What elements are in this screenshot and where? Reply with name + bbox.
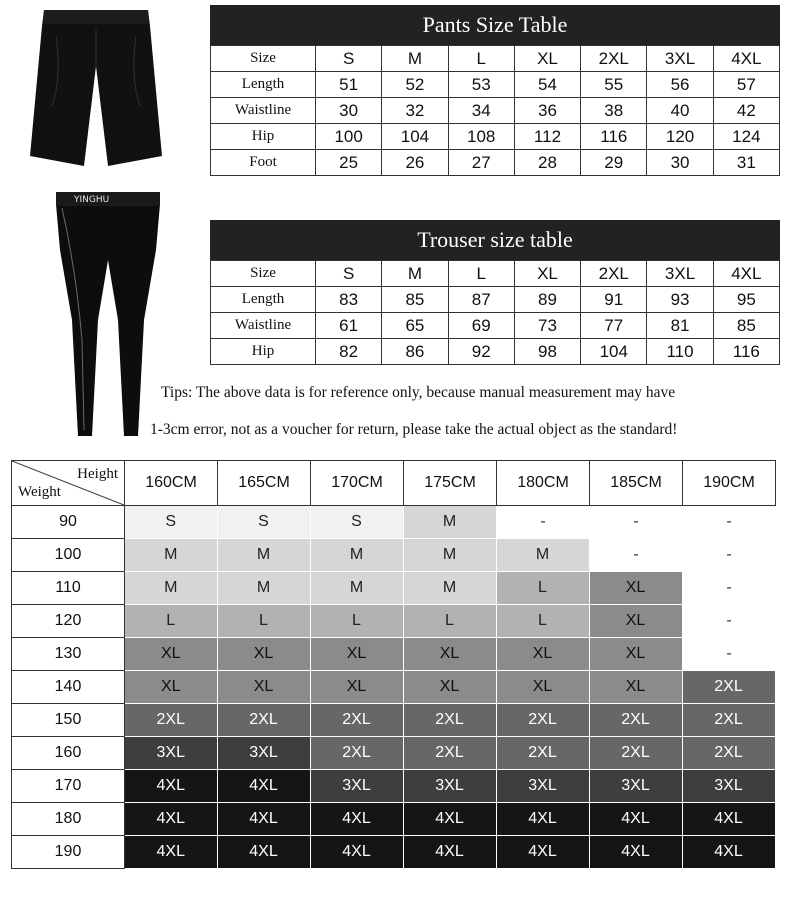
size-value: - [497,506,590,539]
size-cell [311,704,404,737]
size-value: 2XL [404,704,497,737]
size-value: M [404,506,497,539]
weight-row [12,803,776,836]
size-value: 4XL [683,836,776,869]
tips-line-1: Tips: The above data is for reference only, because manual measurement may have [161,384,676,401]
size-cell [311,506,404,539]
trouser-row-label: Hip [211,339,316,365]
size-value: 3XL [683,770,776,803]
size-cell [311,638,404,671]
weight-row [12,605,776,638]
size-value: 4XL [125,770,218,803]
size-value: XL [125,638,218,671]
size-cell [497,506,590,539]
size-value: M [404,539,497,572]
size-cell [125,704,218,737]
pants-cell: 42 [713,98,779,124]
weight-label: Weight [18,484,61,500]
size-cell [404,803,497,836]
size-cell [683,638,776,671]
size-cell [218,836,311,869]
shorts-image [26,6,166,174]
weight-row [12,671,776,704]
size-value: 3XL [218,737,311,770]
size-cell [125,737,218,770]
trouser-cell: 82 [316,339,382,365]
size-cell [590,671,683,704]
pants-cell: 31 [713,150,779,176]
pants-row [211,98,780,124]
size-cell [404,572,497,605]
height-column-header: 190CM [683,461,776,506]
size-value: 4XL [311,836,404,869]
size-value: XL [497,671,590,704]
size-value: 4XL [683,803,776,836]
pants-cell: 104 [382,124,448,150]
size-value: M [404,572,497,605]
size-value: 4XL [125,803,218,836]
trouser-size-table [210,220,780,365]
weight-row-label: 90 [12,506,125,539]
weight-row [12,572,776,605]
size-cell [683,572,776,605]
size-cell [125,572,218,605]
trouser-row [211,339,780,365]
size-value: 4XL [404,836,497,869]
pants-size-table [210,5,780,176]
size-cell [311,572,404,605]
height-column-header: 170CM [311,461,404,506]
trouser-cell: 2XL [581,261,647,287]
trouser-cell: 116 [713,339,779,365]
size-value: XL [218,638,311,671]
trouser-cell: 81 [647,313,713,339]
size-cell [683,803,776,836]
pants-cell: 57 [713,72,779,98]
pants-cell: L [448,46,514,72]
size-value: 2XL [311,737,404,770]
size-value: L [218,605,311,638]
weight-row [12,506,776,539]
size-value: 4XL [497,803,590,836]
size-cell [311,770,404,803]
size-cell [125,836,218,869]
weight-row-label: 100 [12,539,125,572]
size-cell [683,737,776,770]
trouser-cell: 95 [713,287,779,313]
size-value: 4XL [218,803,311,836]
size-cell [590,506,683,539]
grid-corner [12,461,125,506]
trouser-cell: 92 [448,339,514,365]
weight-row [12,737,776,770]
size-value: XL [404,638,497,671]
size-cell [590,605,683,638]
size-cell [125,803,218,836]
size-cell [125,506,218,539]
pants-cell: 27 [448,150,514,176]
size-cell [590,638,683,671]
pants-cell: 54 [514,72,580,98]
size-value: 4XL [125,836,218,869]
size-cell [683,671,776,704]
size-cell [590,572,683,605]
size-value: M [125,539,218,572]
size-value: 3XL [311,770,404,803]
size-cell [311,671,404,704]
size-value: 2XL [218,704,311,737]
size-value: XL [218,671,311,704]
size-value: 3XL [590,770,683,803]
pants-cell: 30 [647,150,713,176]
weight-row-label: 150 [12,704,125,737]
size-value: - [683,539,776,572]
pants-cell: 29 [581,150,647,176]
size-value: S [218,506,311,539]
pants-cell: 52 [382,72,448,98]
size-value: 4XL [311,803,404,836]
size-cell [125,539,218,572]
pants-cell: 55 [581,72,647,98]
trouser-row [211,287,780,313]
size-value: 4XL [218,836,311,869]
size-value: 4XL [404,803,497,836]
weight-row-label: 130 [12,638,125,671]
size-value: XL [497,638,590,671]
trouser-cell: XL [514,261,580,287]
pants-row [211,72,780,98]
size-value: S [125,506,218,539]
size-value: M [311,539,404,572]
size-value: 4XL [218,770,311,803]
size-value: S [311,506,404,539]
size-cell [125,671,218,704]
size-cell [404,638,497,671]
size-cell [497,638,590,671]
height-column-header: 160CM [125,461,218,506]
trouser-cell: 89 [514,287,580,313]
trouser-cell: 85 [713,313,779,339]
size-value: XL [311,671,404,704]
pants-cell: 25 [316,150,382,176]
size-value: 3XL [125,737,218,770]
size-cell [497,737,590,770]
height-column-header: 165CM [218,461,311,506]
height-label: Height [77,466,118,482]
size-value: M [497,539,590,572]
pants-cell: 108 [448,124,514,150]
height-column-header: 180CM [497,461,590,506]
trouser-table-grid [210,260,780,365]
size-value: 2XL [683,671,776,704]
trouser-cell: 86 [382,339,448,365]
size-cell [311,539,404,572]
size-value: 2XL [497,704,590,737]
size-cell [683,704,776,737]
size-cell [311,836,404,869]
tips-line-2: 1-3cm error, not as a voucher for return, please take the actual object as the standard! [150,421,678,438]
size-value: 2XL [404,737,497,770]
pants-cell: 116 [581,124,647,150]
size-cell [404,671,497,704]
pants-cell: 56 [647,72,713,98]
size-value: - [683,638,776,671]
pants-cell: 28 [514,150,580,176]
size-value: 2XL [125,704,218,737]
size-value: - [683,572,776,605]
size-value: XL [590,605,683,638]
size-value: XL [590,671,683,704]
weight-row-label: 140 [12,671,125,704]
size-value: - [683,605,776,638]
trouser-cell: 73 [514,313,580,339]
size-value: 2XL [683,704,776,737]
pants-cell: 40 [647,98,713,124]
size-value: 2XL [497,737,590,770]
size-value: M [311,572,404,605]
weight-row-label: 160 [12,737,125,770]
pants-cell: XL [514,46,580,72]
size-cell [497,605,590,638]
size-cell [218,638,311,671]
size-cell [497,803,590,836]
pants-cell: 32 [382,98,448,124]
pants-cell: 2XL [581,46,647,72]
size-cell [125,638,218,671]
size-cell [683,506,776,539]
size-value: 2XL [590,704,683,737]
size-cell [404,836,497,869]
size-cell [218,506,311,539]
size-cell [590,836,683,869]
size-cell [497,572,590,605]
size-value: M [125,572,218,605]
compression-tights-image [52,190,164,438]
trouser-row-label: Length [211,287,316,313]
trouser-cell: M [382,261,448,287]
size-value: - [683,506,776,539]
size-value: - [590,506,683,539]
size-cell [404,770,497,803]
trouser-cell: 98 [514,339,580,365]
trouser-cell: 110 [647,339,713,365]
trouser-cell: 65 [382,313,448,339]
size-value: XL [590,572,683,605]
pants-row-label: Hip [211,124,316,150]
trouser-cell: 77 [581,313,647,339]
pants-row [211,46,780,72]
size-cell [218,803,311,836]
pants-cell: 3XL [647,46,713,72]
size-value: M [218,572,311,605]
weight-row-label: 110 [12,572,125,605]
size-cell [590,803,683,836]
size-cell [497,836,590,869]
size-cell [590,737,683,770]
size-value: 3XL [404,770,497,803]
size-value: M [218,539,311,572]
weight-row [12,836,776,869]
size-cell [404,737,497,770]
size-value: L [404,605,497,638]
size-value: L [125,605,218,638]
size-value: 2XL [590,737,683,770]
pants-row-label: Length [211,72,316,98]
pants-cell: 120 [647,124,713,150]
size-value: 2XL [683,737,776,770]
size-cell [497,671,590,704]
size-value: XL [125,671,218,704]
size-value: L [311,605,404,638]
size-cell [404,704,497,737]
pants-table-grid [210,45,780,176]
size-cell [404,605,497,638]
height-column-header: 185CM [590,461,683,506]
weight-row-label: 190 [12,836,125,869]
pants-row [211,124,780,150]
pants-cell: 26 [382,150,448,176]
size-cell [590,704,683,737]
size-cell [497,770,590,803]
trouser-cell: 91 [581,287,647,313]
trouser-cell: 4XL [713,261,779,287]
pants-cell: 112 [514,124,580,150]
pants-row-label: Waistline [211,98,316,124]
waistband-text: YINGHU [74,195,110,205]
height-weight-size-grid [11,460,776,869]
height-column-header: 175CM [404,461,497,506]
size-cell [218,605,311,638]
pants-table-title: Pants Size Table [210,5,780,45]
size-cell [218,737,311,770]
trouser-cell: 83 [316,287,382,313]
size-cell [218,572,311,605]
size-cell [311,605,404,638]
trouser-cell: 85 [382,287,448,313]
size-cell [683,836,776,869]
pants-cell: 124 [713,124,779,150]
weight-row [12,539,776,572]
size-cell [218,539,311,572]
pants-row-label: Foot [211,150,316,176]
trouser-cell: 61 [316,313,382,339]
pants-cell: 38 [581,98,647,124]
size-value: 2XL [311,704,404,737]
pants-cell: 53 [448,72,514,98]
weight-row [12,704,776,737]
size-cell [590,539,683,572]
size-value: 4XL [590,803,683,836]
trouser-cell: 3XL [647,261,713,287]
size-cell [404,506,497,539]
size-cell [683,539,776,572]
size-value: L [497,572,590,605]
trouser-cell: 104 [581,339,647,365]
size-cell [497,704,590,737]
trouser-cell: L [448,261,514,287]
size-cell [218,770,311,803]
pants-cell: S [316,46,382,72]
trouser-row-label: Waistline [211,313,316,339]
size-cell [497,539,590,572]
pants-cell: M [382,46,448,72]
size-value: XL [311,638,404,671]
weight-row-label: 120 [12,605,125,638]
trouser-cell: S [316,261,382,287]
trouser-row [211,313,780,339]
size-cell [404,539,497,572]
trouser-cell: 87 [448,287,514,313]
pants-row [211,150,780,176]
size-cell [125,605,218,638]
size-cell [125,770,218,803]
weight-row [12,638,776,671]
pants-cell: 51 [316,72,382,98]
pants-cell: 34 [448,98,514,124]
trouser-row-label: Size [211,261,316,287]
size-value: L [497,605,590,638]
pants-cell: 100 [316,124,382,150]
weight-row-label: 180 [12,803,125,836]
trouser-row [211,261,780,287]
size-value: 4XL [497,836,590,869]
pants-cell: 36 [514,98,580,124]
size-cell [311,737,404,770]
pants-cell: 4XL [713,46,779,72]
size-cell [218,704,311,737]
size-value: 3XL [497,770,590,803]
size-cell [311,803,404,836]
trouser-table-title: Trouser size table [210,220,780,260]
size-value: XL [404,671,497,704]
trouser-cell: 69 [448,313,514,339]
size-cell [683,605,776,638]
weight-row [12,770,776,803]
weight-row-label: 170 [12,770,125,803]
pants-row-label: Size [211,46,316,72]
trouser-cell: 93 [647,287,713,313]
size-value: 4XL [590,836,683,869]
pants-cell: 30 [316,98,382,124]
size-value: - [590,539,683,572]
size-value: XL [590,638,683,671]
size-cell [590,770,683,803]
size-cell [218,671,311,704]
size-cell [683,770,776,803]
